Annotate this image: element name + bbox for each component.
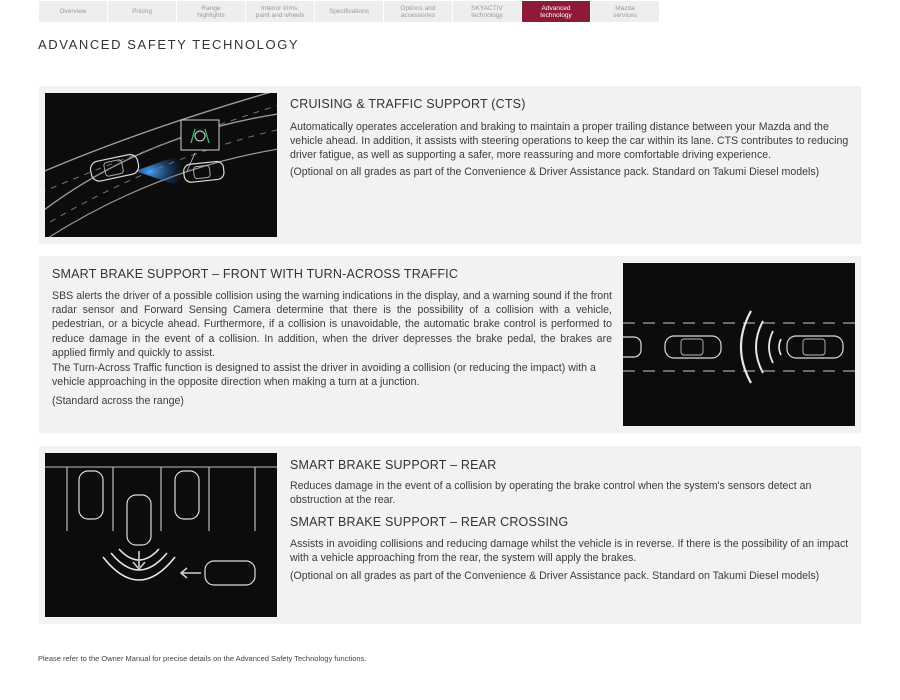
tab-specifications[interactable]: Specifications (315, 1, 383, 22)
sbs-rear-note: (Optional on all grades as part of the Convenience & Driver Assistance pack. Standard on Takumi Diesel models) (290, 570, 820, 582)
sbs-rear-panel (39, 446, 861, 624)
section-nav (39, 1, 660, 22)
cts-heading: CRUISING & TRAFFIC SUPPORT (CTS) (290, 97, 526, 111)
footer-note: Please refer to the Owner Manual for precise details on the Advanced Safety Technology functions. (38, 654, 367, 663)
sbs-rear-crossing-heading: SMART BRAKE SUPPORT – REAR CROSSING (290, 515, 569, 529)
page-title: ADVANCED SAFETY TECHNOLOGY (38, 37, 300, 52)
sbs-body: SBS alerts the driver of a possible collision using the warning indications in the display, and a warning sound if the front radar sensor and Forward Sensing Camera determine that there is the possibility of a collision with a vehicle, pedestrian, or a bicycle ahead. Furthermore, if a collision is unavoidable, the automatic brake control is performed to reduce damage in the event of a collision. In addition, when the driver depresses the brake pedal, the brakes are applied firmly and quickly to assist. (52, 290, 612, 359)
cts-illustration (45, 93, 277, 237)
sbs-body-2: The Turn-Across Traffic function is designed to assist the driver in avoiding a collision (or reducing the impact) with a vehicle approaching in the opposite direction when making a turn at a junction. (52, 362, 596, 389)
tab-range-highlights[interactable]: Range highlights (177, 1, 245, 22)
sbs-rear-heading: SMART BRAKE SUPPORT – REAR (290, 458, 497, 472)
sbs-rear-crossing-body: Assists in avoiding collisions and reducing damage whilst the vehicle is in reverse. If there is the possibility of an impact with a vehicle approaching from the rear, the system will apply the brakes. (290, 538, 849, 565)
cts-body: Automatically operates acceleration and braking to maintain a proper trailing distance between your Mazda and the vehicle ahead. In addition, it assists with steering operations to keep the car within its lane. CTS contributes to reducing driver fatigue, as well as supporting a safer, more reassuring and more comfortable driving experience. (290, 121, 849, 162)
tab-overview[interactable]: Overview (39, 1, 107, 22)
sbs-illustration (623, 263, 855, 426)
sbs-heading: SMART BRAKE SUPPORT – FRONT WITH TURN-ACROSS TRAFFIC (52, 267, 459, 281)
tab-advanced-technology[interactable]: Advanced technology (522, 1, 590, 22)
cts-note: (Optional on all grades as part of the Convenience & Driver Assistance pack. Standard on Takumi Diesel models) (290, 166, 820, 178)
tab-options-accessories[interactable]: Options and accessories (384, 1, 452, 22)
sbs-rear-illustration (45, 453, 277, 617)
sbs-rear-body: Reduces damage in the event of a collision by operating the brake control when the system's sensors detect an obstruction at the rear. (290, 480, 812, 507)
cts-panel (39, 86, 861, 244)
sbs-panel (39, 256, 861, 433)
tab-skyactiv-technology[interactable]: SKYACTIV technology (453, 1, 521, 22)
tab-interior-trims[interactable]: Interior trims, paint and wheels (246, 1, 314, 22)
tab-pricing[interactable]: Pricing (108, 1, 176, 22)
tab-mazda-services[interactable]: Mazda services (591, 1, 659, 22)
sbs-note: (Standard across the range) (52, 395, 184, 407)
